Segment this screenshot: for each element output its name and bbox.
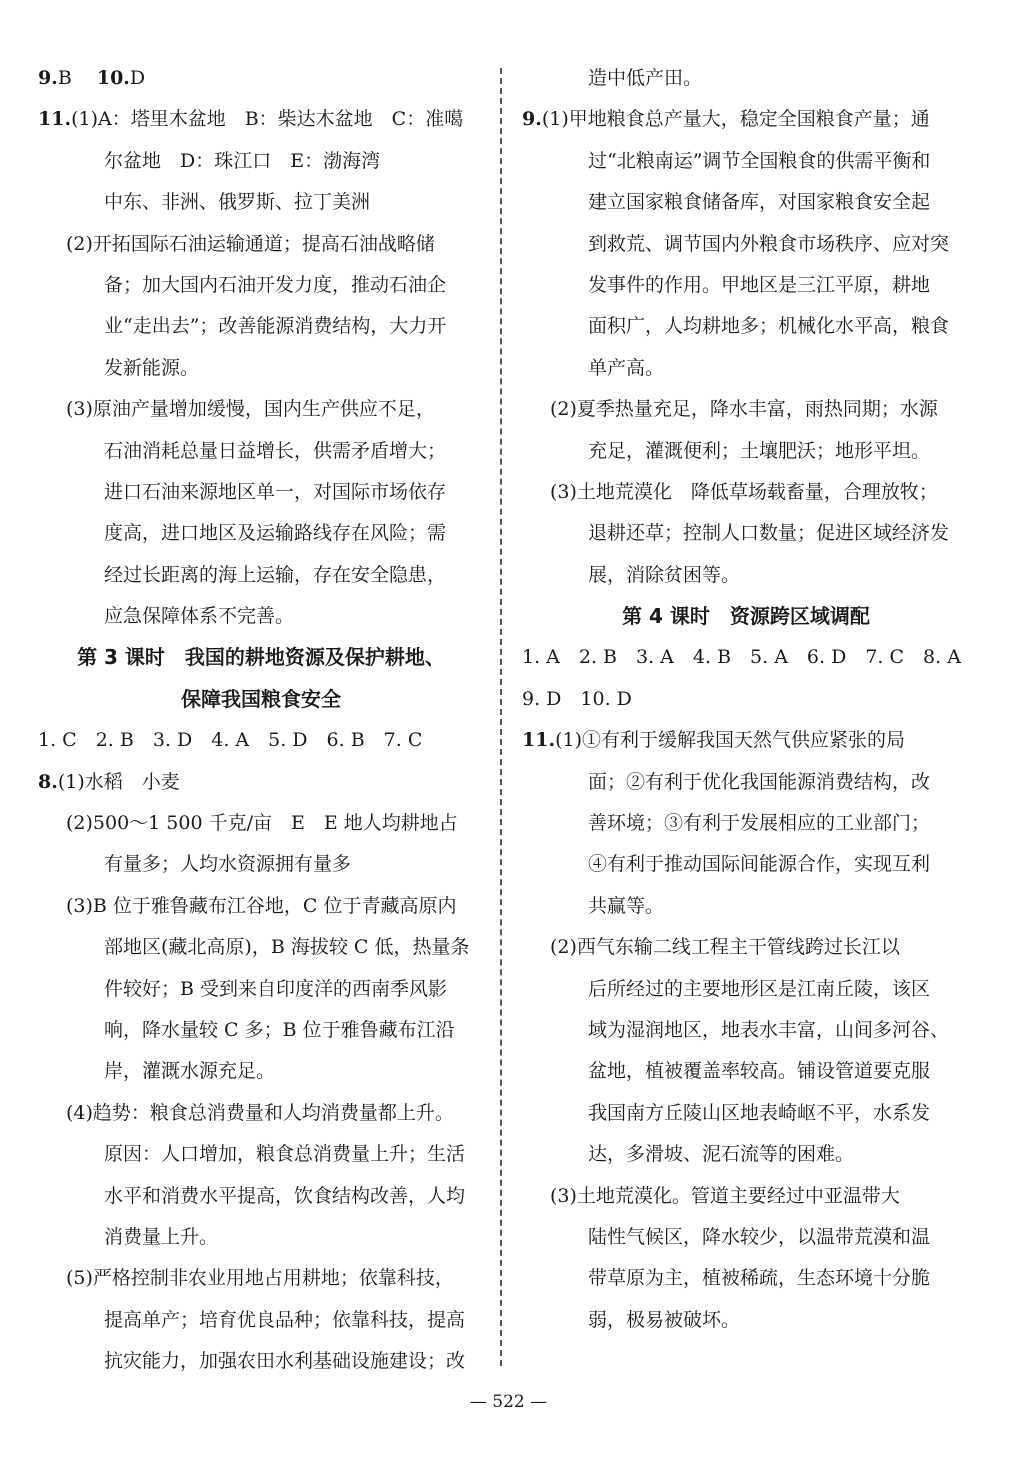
answer-text: 抗灾能力，加强农田水利基础设施建设；改 (104, 1350, 466, 1373)
answer-line (38, 1217, 484, 1258)
answer-line (522, 58, 970, 99)
answer-line (38, 596, 484, 637)
left-column (38, 58, 484, 1383)
answer-line (522, 1300, 970, 1341)
answer-text: (3)土地荒漠化。管道主要经过中亚温带大 (550, 1184, 900, 1207)
answer-text: 过“北粮南运”调节全国粮食的供需平衡和 (588, 149, 931, 172)
right-column (522, 58, 970, 1341)
answer-text: 9. D 10. D (522, 687, 632, 710)
answer-text: 面；②有利于优化我国能源消费结构，改 (588, 770, 931, 793)
answer-line (522, 1258, 970, 1299)
answer-text: 度高，进口地区及运输路线存在风险；需 (104, 522, 447, 545)
answer-line (522, 182, 970, 223)
answer-text: B (57, 67, 72, 89)
answer-line (522, 1217, 970, 1258)
answer-text: 应急保障体系不完善。 (104, 605, 295, 628)
answer-text: 到救荒、调节国内外粮食市场秩序、应对突 (588, 232, 950, 255)
answer-line (38, 762, 484, 803)
answer-line (38, 99, 484, 140)
answer-text: 消费量上升。 (104, 1225, 219, 1248)
answer-text: (2)西气东输二线工程主干管线跨过长江以 (550, 936, 900, 959)
section-heading (522, 596, 970, 637)
answer-line (522, 472, 970, 513)
answer-text: 1. A 2. B 3. A 4. B 5. A 6. D 7. C 8. A (522, 646, 961, 669)
answer-text: (1)①有利于缓解我国天然气供应紧张的局 (555, 729, 905, 752)
answer-text: 保障我国粮食安全 (181, 686, 341, 711)
answer-text: (4)趋势：粮食总消费量和人均消费量都上升。 (66, 1101, 454, 1124)
answer-text: 件较好；B 受到来自印度洋的西南季风影 (104, 977, 448, 1000)
answer-line (38, 431, 484, 472)
answer-text: 提高单产；培育优良品种；依靠科技，提高 (104, 1308, 466, 1331)
answer-text: 建立国家粮食储备库，对国家粮食安全起 (588, 191, 931, 214)
answer-line (522, 886, 970, 927)
answer-text: 盆地，植被覆盖率较高。铺设管道要克服 (588, 1060, 931, 1083)
answer-line (522, 844, 970, 885)
answer-text: 第 3 课时 我国的耕地资源及保护耕地、 (77, 645, 445, 670)
answer-line (522, 224, 970, 265)
answer-line (38, 306, 484, 347)
answer-text: 响，降水量较 C 多；B 位于雅鲁藏布江沿 (104, 1018, 455, 1041)
question-number: 11. (522, 729, 556, 752)
answer-line (38, 1134, 484, 1175)
answer-text: 造中低产田。 (588, 67, 703, 89)
answer-line (522, 513, 970, 554)
answer-text: (1)甲地粮食总产量大，稳定全国粮食产量；通 (541, 108, 930, 131)
question-number: 10. (96, 67, 130, 89)
question-number: 8. (38, 770, 58, 793)
answer-line (38, 886, 484, 927)
answer-line (38, 224, 484, 265)
answer-line (38, 844, 484, 885)
answer-text: 展，消除贫困等。 (588, 563, 741, 586)
answer-line (522, 679, 970, 720)
answer-line (38, 803, 484, 844)
answer-text: 域为湿润地区，地表水丰富，山间多河谷、 (588, 1018, 950, 1041)
answer-line (522, 99, 970, 140)
answer-line (522, 1134, 970, 1175)
answer-text: 共赢等。 (588, 894, 665, 917)
answer-text: (3)B 位于雅鲁藏布江谷地，C 位于青藏高原内 (66, 894, 457, 917)
answer-text: 弱，极易被破坏。 (588, 1308, 741, 1331)
answer-line (38, 969, 484, 1010)
answer-text: 单产高。 (588, 356, 665, 379)
answer-line (522, 762, 970, 803)
answer-text: 1. C 2. B 3. D 4. A 5. D 6. B 7. C (38, 729, 423, 752)
answer-line (522, 555, 970, 596)
answer-line (522, 720, 970, 761)
answer-text: (2)开拓国际石油运输通道；提高石油战略储 (66, 232, 435, 255)
answer-text: 有量多；人均水资源拥有量多 (104, 853, 352, 876)
answer-text: 发事件的作用。甲地区是三江平原，耕地 (588, 273, 931, 296)
answer-text: 中东、非洲、俄罗斯、拉丁美洲 (104, 191, 371, 214)
answer-line (38, 1176, 484, 1217)
answer-line (522, 927, 970, 968)
answer-line (38, 720, 484, 761)
answer-line (38, 1300, 484, 1341)
answer-text: 充足，灌溉便利；土壤肥沃；地形平坦。 (588, 439, 931, 462)
answer-text: 带草原为主，植被稀疏，生态环境十分脆 (588, 1267, 931, 1290)
answer-text: 善环境；③有利于发展相应的工业部门； (588, 812, 931, 835)
answer-line (522, 348, 970, 389)
answer-line (38, 513, 484, 554)
answer-line (522, 1010, 970, 1051)
answer-text: 后所经过的主要地形区是江南丘陵，该区 (588, 977, 931, 1000)
answer-text: 经过长距离的海上运输，存在安全隐患， (104, 563, 447, 586)
answer-text: 业“走出去”；改善能源消费结构，大力开 (104, 315, 447, 338)
answer-line (38, 1341, 484, 1382)
answer-line (522, 1051, 970, 1092)
answer-text: (1)水稻 小麦 (57, 770, 180, 793)
question-number: 9. (38, 67, 58, 89)
answer-line (38, 1010, 484, 1051)
answer-text: 部地区(藏北高原)，B 海拔较 C 低，热量条 (104, 936, 470, 959)
answer-line (38, 1051, 484, 1092)
page-number: — 522 — (469, 1392, 548, 1412)
answer-line (38, 141, 484, 182)
answer-text: (5)严格控制非农业用地占用耕地；依靠科技， (66, 1267, 454, 1290)
answer-line (522, 431, 970, 472)
answer-text: 岸，灌溉水源充足。 (104, 1060, 276, 1083)
answer-text: 原因：人口增加，粮食总消费量上升；生活 (104, 1143, 466, 1166)
answer-text: 尔盆地 D：珠江口 E：渤海湾 (104, 149, 381, 172)
answer-line (522, 969, 970, 1010)
answer-line (522, 637, 970, 678)
column-divider (500, 68, 502, 1366)
answer-line (522, 1176, 970, 1217)
answer-text: ④有利于推动国际间能源合作，实现互利 (588, 853, 931, 876)
answer-line (38, 58, 484, 99)
answer-text: D (129, 67, 146, 89)
answer-text: 石油消耗总量日益增长，供需矛盾增大； (104, 439, 447, 462)
answer-line (522, 265, 970, 306)
answer-text: 面积广，人均耕地多；机械化水平高，粮食 (588, 315, 950, 338)
answer-text: 发新能源。 (104, 356, 200, 379)
answer-line (38, 389, 484, 430)
answer-text: 水平和消费水平提高，饮食结构改善，人均 (104, 1184, 466, 1207)
answer-line (522, 389, 970, 430)
answer-text: 退耕还草；控制人口数量；促进区域经济发 (588, 522, 950, 545)
answer-line (38, 348, 484, 389)
answer-text: (3)原油产量增加缓慢，国内生产供应不足， (66, 398, 435, 421)
question-number: 9. (522, 108, 542, 131)
answer-text: 第 4 课时 资源跨区域调配 (622, 604, 870, 629)
answer-text: (3)土地荒漠化 降低草场载畜量，合理放牧； (550, 480, 938, 503)
answer-text: (1)A：塔里木盆地 B：柴达木盆地 C：准噶 (71, 108, 464, 131)
answer-line (38, 555, 484, 596)
answer-line (38, 927, 484, 968)
answer-text: 我国南方丘陵山区地表崎岖不平，水系发 (588, 1101, 931, 1124)
answer-line (522, 803, 970, 844)
answer-text: 达，多滑坡、泥石流等的困难。 (588, 1143, 855, 1166)
question-number: 11. (38, 108, 72, 131)
answer-line (38, 1093, 484, 1134)
section-heading (38, 637, 484, 678)
answer-text: 陆性气候区，降水较少，以温带荒漠和温 (588, 1225, 931, 1248)
answer-text: 备；加大国内石油开发力度，推动石油企 (104, 273, 447, 296)
answer-line (522, 141, 970, 182)
section-heading (38, 679, 484, 720)
answer-text: (2)夏季热量充足，降水丰富，雨热同期；水源 (550, 398, 938, 421)
answer-text: 进口石油来源地区单一，对国际市场依存 (104, 480, 447, 503)
answer-line (522, 306, 970, 347)
answer-line (38, 472, 484, 513)
answer-line (38, 182, 484, 223)
answer-line (522, 1093, 970, 1134)
answer-line (38, 265, 484, 306)
answer-line (38, 1258, 484, 1299)
answer-text: (2)500～1 500 千克/亩 E E 地人均耕地占 (66, 812, 458, 835)
